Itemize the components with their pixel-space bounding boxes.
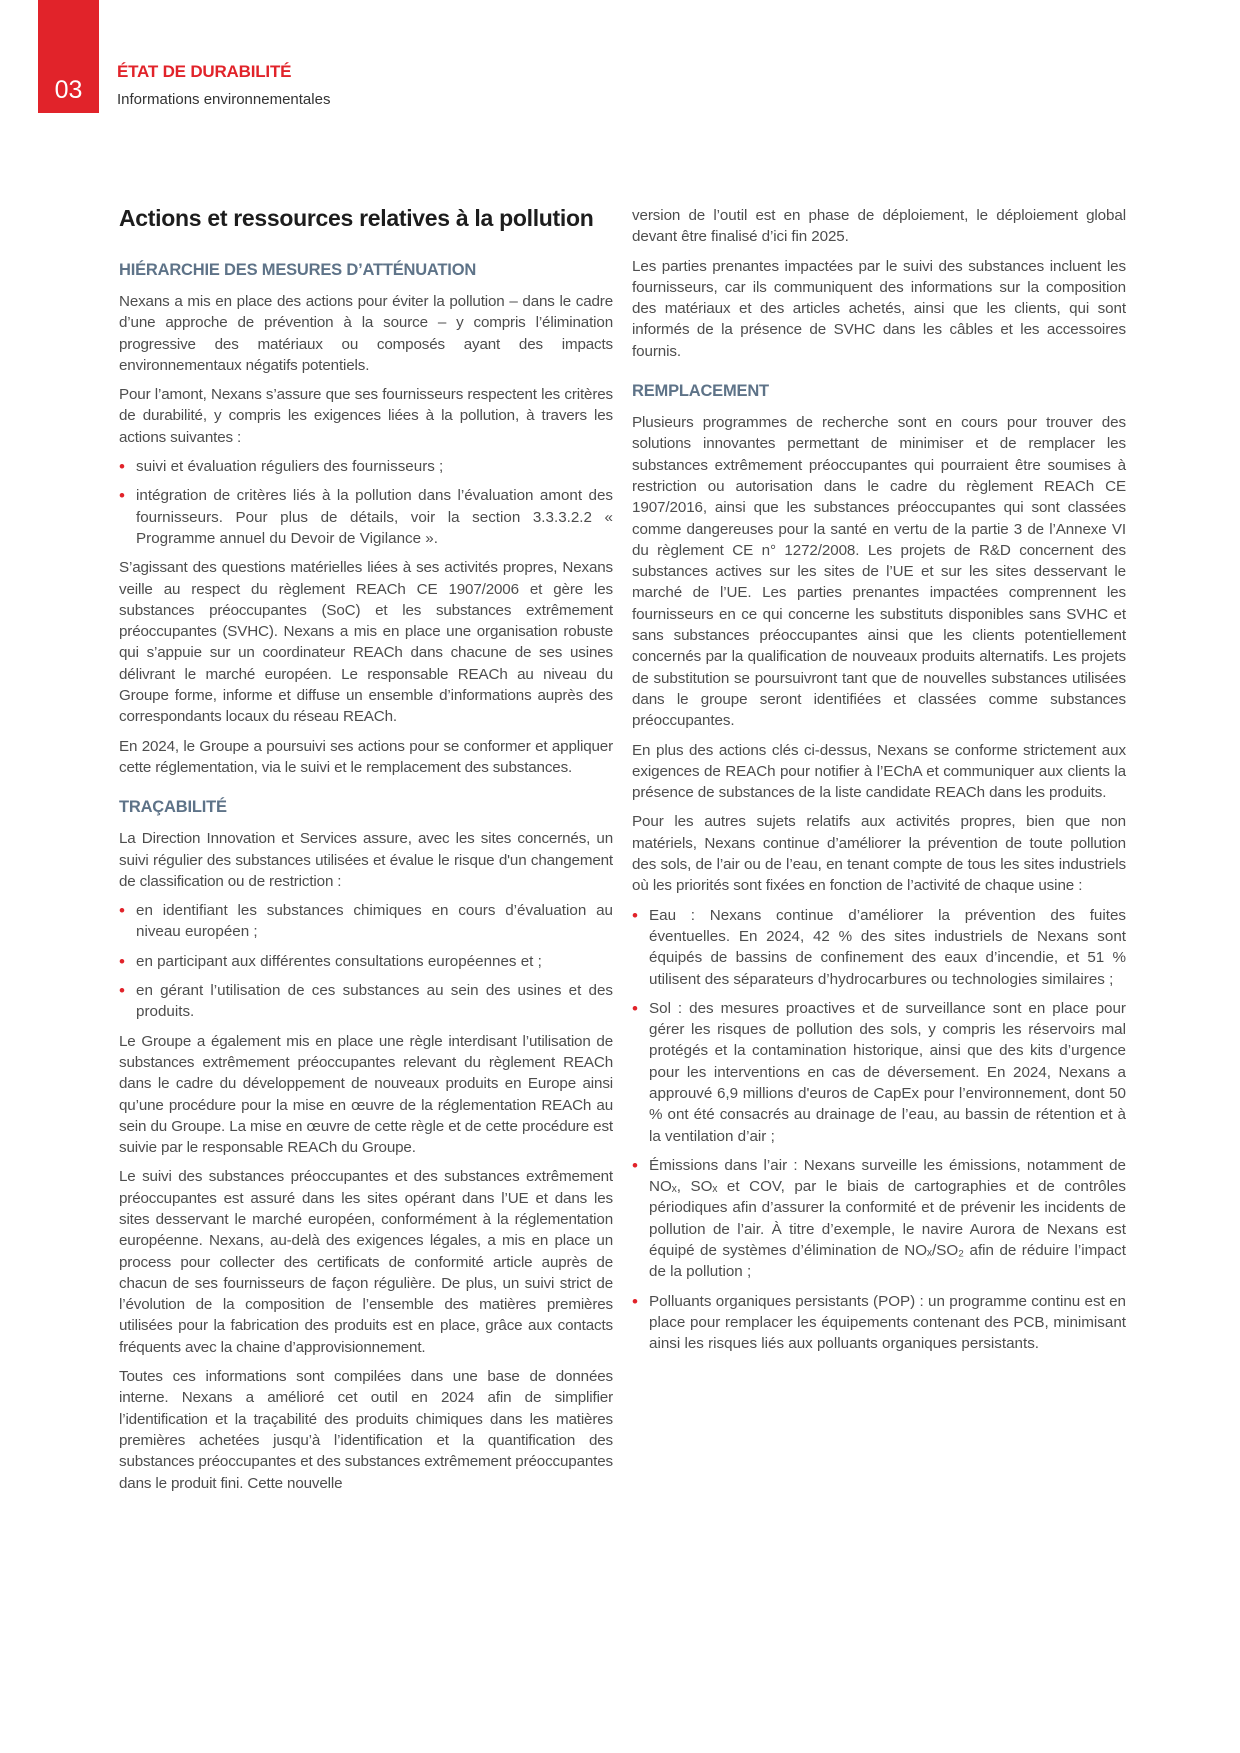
bullet-list <box>119 900 613 1022</box>
paragraph: La Direction Innovation et Services assure, avec les sites concernés, un suivi régulier des substances utilisées et évalue le risque d'un changement de classification ou de restriction : <box>119 830 613 890</box>
right-column <box>632 205 1126 1363</box>
heading-remplacement: REMPLACEMENT <box>632 382 769 401</box>
list-item-pop: • Polluants organiques persistants (POP) : un programme continu est en place pour remplacer les équipements contenant des PCB, minimisant ainsi les risques liés aux polluants organiques persistants. <box>632 1291 1126 1355</box>
page-title: Actions et ressources relatives à la pollution <box>119 205 594 231</box>
list-item: • en participant aux différentes consultations européennes et ; <box>119 951 613 972</box>
heading-hierarchie: HIÉRARCHIE DES MESURES D’ATTÉNUATION <box>119 261 477 279</box>
bullet-list <box>632 905 1126 1355</box>
paragraph: Le suivi des substances préoccupantes et des substances extrêmement préoccupantes est assuré dans les sites opérant dans l’UE et dans les sites desservant le marché européen, conformément à la réglementation européenne. Nexans, au-delà des exigences légales, a mis en place un process pour collecter des certificats de conformité article auprès de chacun de ses fournisseurs de façon régulière. De plus, un suivi strict de l’évolution de la composition de l’ensemble des matières premières utilisées pour la fabrication des produits est en place, grâce aux contacts fréquents avec la chaine d’approvisionnement. <box>119 1168 613 1356</box>
paragraph: Pour les autres sujets relatifs aux activités propres, bien que non matériels, Nexans continue d’améliorer la prévention de toute pollution des sols, de l’air ou de l’eau, en tenant compte de tous les sites industriels où les priorités sont fixées en fonction de l’activité de chaque usine : <box>632 813 1126 895</box>
bullet-list <box>119 456 613 549</box>
list-item: • en gérant l’utilisation de ces substances au sein des usines et des produits. <box>119 980 613 1023</box>
left-column <box>119 203 613 1502</box>
list-item: • intégration de critères liés à la pollution dans l’évaluation amont des fournisseurs. Pour plus de détails, voir la section 3.3.3.2.2 « Programme annuel du Devoir de Vigilance ». <box>119 485 613 549</box>
paragraph: Nexans a mis en place des actions pour éviter la pollution – dans le cadre d’une approche de prévention à la source – y compris l’élimination progressive des matériaux ou composés ayant des impacts environnementaux négatifs potentiels. <box>119 293 613 374</box>
heading-tracabilite: TRAÇABILITÉ <box>119 798 227 817</box>
section-subtitle: Informations environnementales <box>117 91 331 108</box>
paragraph: S’agissant des questions matérielles liées à ses activités propres, Nexans veille au respect du règlement REACh CE 1907/2006 et gère les substances préoccupantes (SoC) et les substances extrêmement préoccupantes (SVHC). Nexans a mis en place une organisation robuste qui s’appuie sur un coordinateur REACh dans chacune de ses usines délivrant le marché européen. Le responsable REACh au niveau du Groupe forme, informe et diffuse un ensemble d’informations auprès des correspondants locaux du réseau REACh. <box>119 559 613 726</box>
paragraph: Les parties prenantes impactées par le suivi des substances incluent les fournisseurs, car ils communiquent des informations sur la composition des matériaux et des articles achetés, ainsi que les clients, qui sont informés de la présence de SVHC dans les câbles et les accessoires fournis. <box>632 257 1126 360</box>
paragraph: En 2024, le Groupe a poursuivi ses actions pour se conformer et appliquer cette réglementation, via le suivi et le remplacement des substances. <box>119 737 613 776</box>
paragraph: Plusieurs programmes de recherche sont en cours pour trouver des solutions innovantes permettant de minimiser et de remplacer les substances extrêmement préoccupantes qui pourraient être soumises à restriction ou autorisation dans le cadre du règlement REACh CE 1907/2016, ainsi que les substances préoccupantes qui sont classées comme dangereuses pour la santé en vertu de la partie 3 de l’Annexe VI du règlement CE n° 1272/2008. Les projets de R&D concernent des substances actives sur les sites de l’UE et sur les sites desservant le marché de l’UE. Les parties prenantes impactées comprennent les fournisseurs en ce qui concerne les substituts disponibles sans SVHC et sans substances préoccupantes ainsi que les clients potentiellement concernés par la qualification de nouveaux produits alternatifs. Les projets de substitution se poursuivront tant que de nouvelles substances utilisées dans le groupe seront identifiées et classées comme substances préoccupantes. <box>632 414 1126 730</box>
paragraph: Pour l’amont, Nexans s’assure que ses fournisseurs respectent les critères de durabilité, y compris les exigences liées à la pollution, à travers les actions suivantes : <box>119 386 613 446</box>
paragraph: Le Groupe a également mis en place une règle interdisant l’utilisation de substances extrêmement préoccupantes relevant du règlement REACh dans le cadre du développement de nouveaux produits en Europe ainsi qu’une procédure pour la mise en œuvre de la réglementation REACh au sein du Groupe. La mise en œuvre de cette règle et de cette procédure est suivie par le responsable REACh du Groupe. <box>119 1032 613 1157</box>
list-item: • suivi et évaluation réguliers des fournisseurs ; <box>119 456 613 477</box>
list-item-air: • Émissions dans l’air : Nexans surveille les émissions, notamment de NOₓ, SOₓ et COV, par le biais de cartographies et de contrôles périodiques afin d’assurer la conformité et de prévenir les incidents de pollution de l’air. À titre d’exemple, le navire Aurora de Nexans est équipé de systèmes d’élimination de NOₓ/SO₂ afin de réduire l’impact de la pollution ; <box>632 1155 1126 1283</box>
section-title: ÉTAT DE DURABILITÉ <box>117 62 292 81</box>
chapter-number-tab <box>38 0 99 113</box>
paragraph: version de l’outil est en phase de déploiement, le déploiement global devant être finalisé d’ici fin 2025. <box>632 207 1126 246</box>
list-item: • en identifiant les substances chimiques en cours d’évaluation au niveau européen ; <box>119 900 613 943</box>
list-item-eau: • Eau : Nexans continue d’améliorer la prévention des fuites éventuelles. En 2024, 42 % des sites industriels de Nexans sont équipés de bassins de confinement des eaux d’incendie, et 51 % utilisent des séparateurs d’hydrocarbures ou technologies similaires ; <box>632 905 1126 990</box>
chapter-number: 03 <box>54 76 83 104</box>
paragraph: Toutes ces informations sont compilées dans une base de données interne. Nexans a amélioré cet outil en 2024 afin de simplifier l’identification et la traçabilité des produits chimiques dans les matières premières achetées jusqu’à l’identification et la quantification des substances préoccupantes et des substances extrêmement préoccupantes dans le produit fini. Cette nouvelle <box>119 1368 613 1492</box>
paragraph: En plus des actions clés ci-dessus, Nexans se conforme strictement aux exigences de REACh pour notifier à l’EChA et communiquer aux clients la présence de substances de la liste candidate REACh dans les produits. <box>632 741 1126 802</box>
list-item-sol: • Sol : des mesures proactives et de surveillance sont en place pour gérer les risques de pollution des sols, y compris les réservoirs mal protégés et la contamination historique, ainsi que des kits d’urgence pour les interventions en cas de déversement. En 2024, Nexans a approuvé 6,9 millions d'euros de CapEx pour l’environnement, dont 50 % ont été consacrés au drainage de l’eau, au bassin de rétention et à la ventilation d’air ; <box>632 998 1126 1147</box>
